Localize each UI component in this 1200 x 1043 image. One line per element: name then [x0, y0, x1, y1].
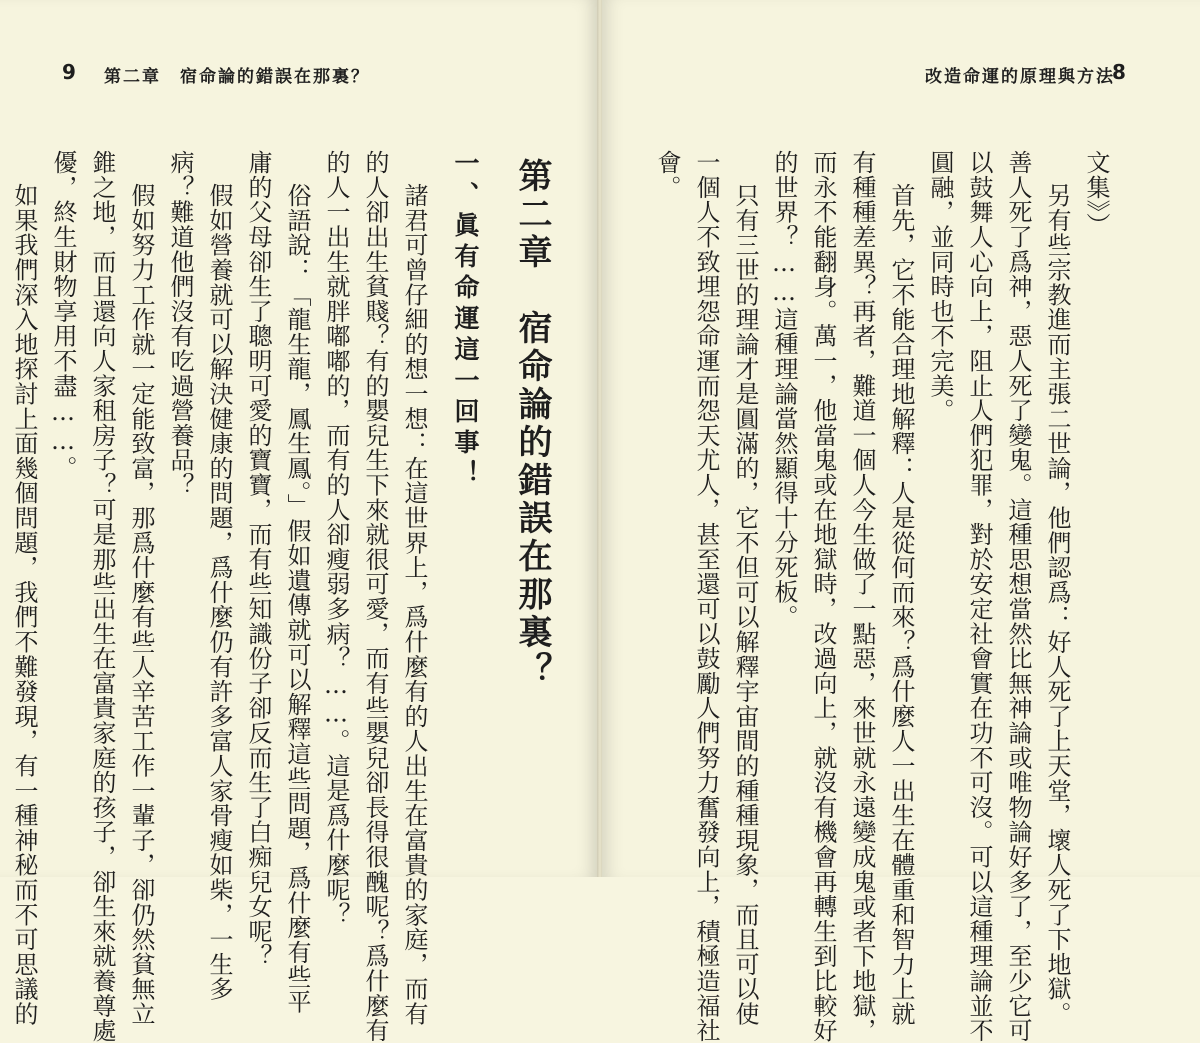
- text-column: 一個人不致埋怨命運而怨天尤人，甚至還可以鼓勵人們努力奮發向上，積極造福社: [692, 150, 720, 1043]
- text-column: 首先，它不能合理地解釋：人是從何而來？爲什麼人一出生在體重和智力上就: [887, 183, 915, 1027]
- text-column: 假如營養就可以解決健康的問題，爲什麼仍有許多富人家骨瘦如柴，一生多: [205, 183, 233, 1002]
- chapter-title: 第二章 宿命論的錯誤在那裏？: [512, 158, 552, 690]
- text-column: 假如努力工作就一定能致富，那爲什麼有些人辛苦工作一輩子，卻仍然貧無立: [127, 183, 155, 1027]
- section-heading: 一、眞有命運這一回事！: [451, 150, 480, 491]
- right-running-header: 改造命運的原理與方法: [925, 67, 1115, 87]
- text-column: 錐之地，而且還向人家租房子？可是那些出生在富貴家庭的孩子，卻生來就養尊處: [88, 150, 116, 1043]
- text-column: 諸君可曾仔細的想一想：在這世界上，爲什麼有的人出生在富貴的家庭，而有: [400, 183, 428, 1027]
- left-running-header: 第二章 宿命論的錯誤在那裏？: [104, 67, 370, 87]
- text-column: 庸的父母卻生了聰明可愛的寶寶，而有些知識份子卻反而生了白痴兒女呢？: [244, 150, 272, 969]
- text-column: 圓融，並同時也不完美。: [926, 150, 954, 423]
- text-column: 文集》）: [1082, 150, 1110, 238]
- text-column: 另有些宗教進而主張二世論，他們認爲：好人死了上天堂，壞人死了下地獄。: [1043, 183, 1071, 1027]
- text-column: 如果我們深入地探討上面幾個問題，我們不難發現，有一種神秘而不可思議的: [10, 183, 38, 1027]
- text-column: 的人一出生就胖嘟嘟的，而有的人卻瘦弱多病？……。這是爲什麼呢？: [322, 150, 350, 927]
- left-page-number: 9: [62, 60, 76, 84]
- text-column: 有種種差異？再者，難道一個人今生做了一點惡，來世就永遠變成鬼或者下地獄，: [848, 150, 876, 1043]
- text-column: 的人卻出生貧賤？有的嬰兒生下來就很可愛，而有些嬰兒卻長得很醜呢？爲什麼有: [361, 150, 389, 1043]
- text-column: 善人死了爲神，惡人死了變鬼。這種思想當然比無神論或唯物論好多了，至少它可: [1004, 150, 1032, 1043]
- text-column: 優，終生財物享用不盡……。: [49, 150, 77, 481]
- text-column: 只有三世的理論才是圓滿的，它不但可以解釋宇宙間的種種現象，而且可以使: [731, 183, 759, 1027]
- left-page: [0, 0, 598, 1043]
- text-column: 會。: [653, 150, 681, 200]
- text-column: 俗語說：「龍生龍，鳳生鳳。」假如遺傳就可以解釋這些問題，爲什麼有些平: [283, 183, 311, 1015]
- text-column: 以鼓舞人心向上，阻止人們犯罪，對於安定社會實在功不可沒。可以這種理論並不: [965, 150, 993, 1043]
- text-column: 的世界？……這種理論當然顯得十分死板。: [770, 150, 798, 630]
- text-column: 病？難道他們沒有吃過營養品？: [166, 150, 194, 498]
- text-column: 而永不能翻身。萬一，他當鬼或在地獄時，改過向上，就沒有機會再轉生到比較好: [809, 150, 837, 1043]
- right-page-number: 8: [1112, 60, 1126, 84]
- right-page: [602, 0, 1200, 1043]
